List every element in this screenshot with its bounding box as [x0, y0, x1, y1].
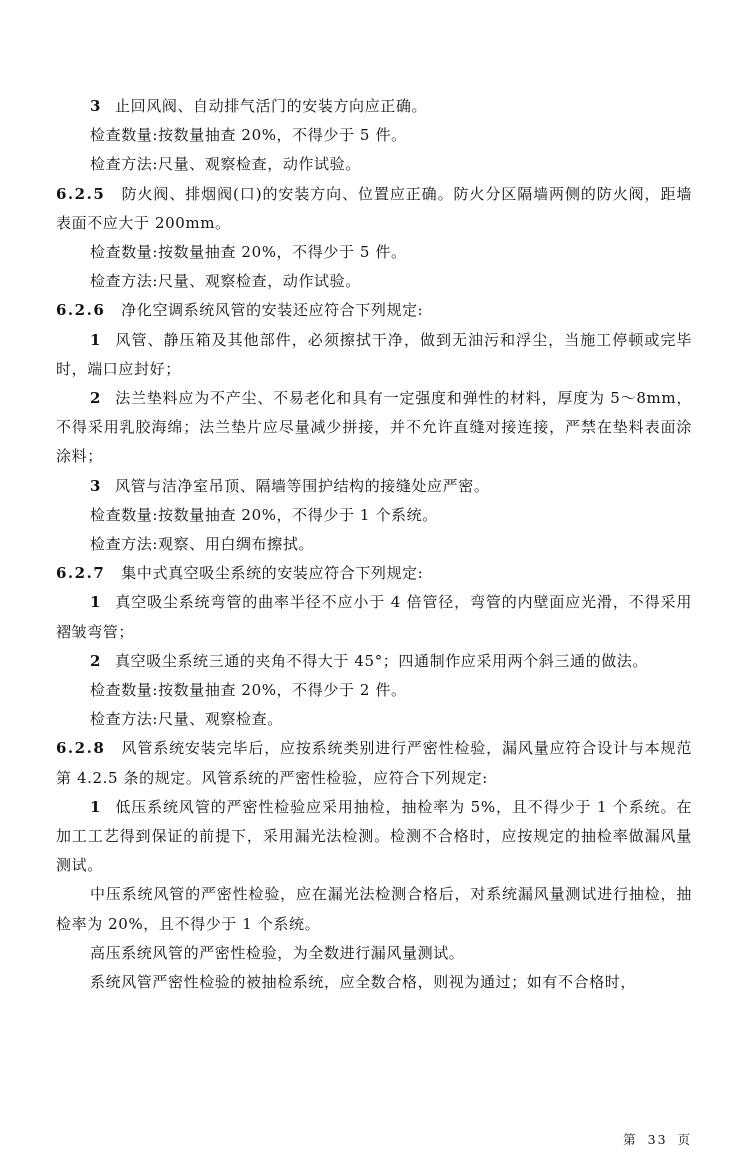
item-number: 2: [90, 651, 102, 670]
page-number: 第 33 页: [623, 1132, 692, 1147]
item-number: 1: [90, 797, 102, 816]
item-number: 3: [90, 476, 102, 495]
paragraph-text: 检查数量:按数量抽查 20%，不得少于 2 件。: [90, 681, 407, 700]
clause-item: [56, 793, 692, 881]
paragraph-text: 风管系统安装完毕后，应按系统类别进行严密性检验，漏风量应符合设计与本规范第 4.2.5 条的规定。风管系统的严密性检验，应符合下列规定:: [56, 739, 692, 787]
clause-item: [56, 92, 692, 121]
clause-item: [56, 472, 692, 501]
paragraph-text: 检查数量:按数量抽查 20%，不得少于 5 件。: [90, 243, 407, 262]
paragraph-text: 风管、静压箱及其他部件，必须擦拭干净，做到无油污和浮尘，当施工停顿或完毕时，端口应封好；: [56, 330, 692, 378]
clause-number: 6.2.5: [56, 184, 106, 203]
paragraph-text: 风管与洁净室吊顶、隔墙等围护结构的接缝处应严密。: [115, 476, 490, 495]
clause-heading: [56, 296, 692, 325]
item-number: 1: [90, 593, 102, 612]
clause-number: 6.2.6: [56, 301, 106, 320]
paragraph-text: 净化空调系统风管的安装还应符合下列规定:: [121, 301, 424, 320]
paragraph-text: 检查数量:按数量抽查 20%，不得少于 1 个系统。: [90, 505, 438, 524]
item-number: 3: [90, 97, 102, 115]
paragraph-text: 系统风管严密性检验的被抽检系统，应全数合格，则视为通过；如有不合格时，: [90, 973, 637, 992]
document-body: [56, 92, 692, 997]
paragraph-text: 真空吸尘系统弯管的曲率半径不应小于 4 倍管径，弯管的内壁面应光滑，不得采用褶皱弯管；: [56, 593, 692, 641]
body-paragraph: [56, 238, 692, 267]
clause-item: [56, 647, 692, 676]
clause-heading: [56, 734, 692, 792]
body-paragraph: [56, 939, 692, 968]
body-paragraph: [56, 880, 692, 938]
clause-item: [56, 326, 692, 384]
paragraph-text: 低压系统风管的严密性检验应采用抽检，抽检率为 5%，且不得少于 1 个系统。在加工工艺得到保证的前提下，采用漏光法检测。检测不合格时，应按规定的抽检率做漏风量测试。: [56, 797, 692, 875]
paragraph-text: 真空吸尘系统三通的夹角不得大于 45°；四通制作应采用两个斜三通的做法。: [115, 651, 649, 670]
body-paragraph: [56, 121, 692, 150]
paragraph-text: 检查数量:按数量抽查 20%，不得少于 5 件。: [90, 126, 407, 145]
clause-number: 6.2.8: [56, 739, 106, 758]
body-paragraph: [56, 530, 692, 559]
paragraph-text: 检查方法:观察、用白绸布擦拭。: [90, 535, 315, 554]
paragraph-text: 检查方法:尺量、观察检查，动作试验。: [90, 272, 361, 291]
body-paragraph: [56, 968, 692, 997]
clause-heading: [56, 180, 692, 238]
body-paragraph: [56, 705, 692, 734]
paragraph-text: 止回风阀、自动排气活门的安装方向应正确。: [115, 97, 428, 115]
paragraph-text: 高压系统风管的严密性检验，为全数进行漏风量测试。: [90, 943, 465, 962]
body-paragraph: [56, 267, 692, 296]
clause-number: 6.2.7: [56, 564, 106, 583]
item-number: 2: [90, 389, 102, 408]
paragraph-text: 防火阀、排烟阀(口)的安装方向、位置应正确。防火分区隔墙两侧的防火阀，距墙表面不应大于 200mm。: [56, 184, 692, 232]
paragraph-text: 检查方法:尺量、观察检查，动作试验。: [90, 155, 361, 174]
paragraph-text: 集中式真空吸尘系统的安装应符合下列规定:: [121, 564, 424, 583]
paragraph-text: 检查方法:尺量、观察检查。: [90, 710, 283, 729]
clause-item: [56, 384, 692, 472]
paragraph-text: 中压系统风管的严密性检验，应在漏光法检测合格后，对系统漏风量测试进行抽检，抽检率为 20%，且不得少于 1 个系统。: [56, 885, 692, 933]
body-paragraph: [56, 501, 692, 530]
clause-heading: [56, 559, 692, 588]
body-paragraph: [56, 150, 692, 179]
paragraph-text: 法兰垫料应为不产尘、不易老化和具有一定强度和弹性的材料，厚度为 5～8mm，不得采用乳胶海绵；法兰垫片应尽量减少拼接，并不允许直缝对接连接，严禁在垫料表面涂涂料；: [56, 389, 692, 466]
clause-item: [56, 588, 692, 646]
body-paragraph: [56, 676, 692, 705]
item-number: 1: [90, 330, 102, 349]
